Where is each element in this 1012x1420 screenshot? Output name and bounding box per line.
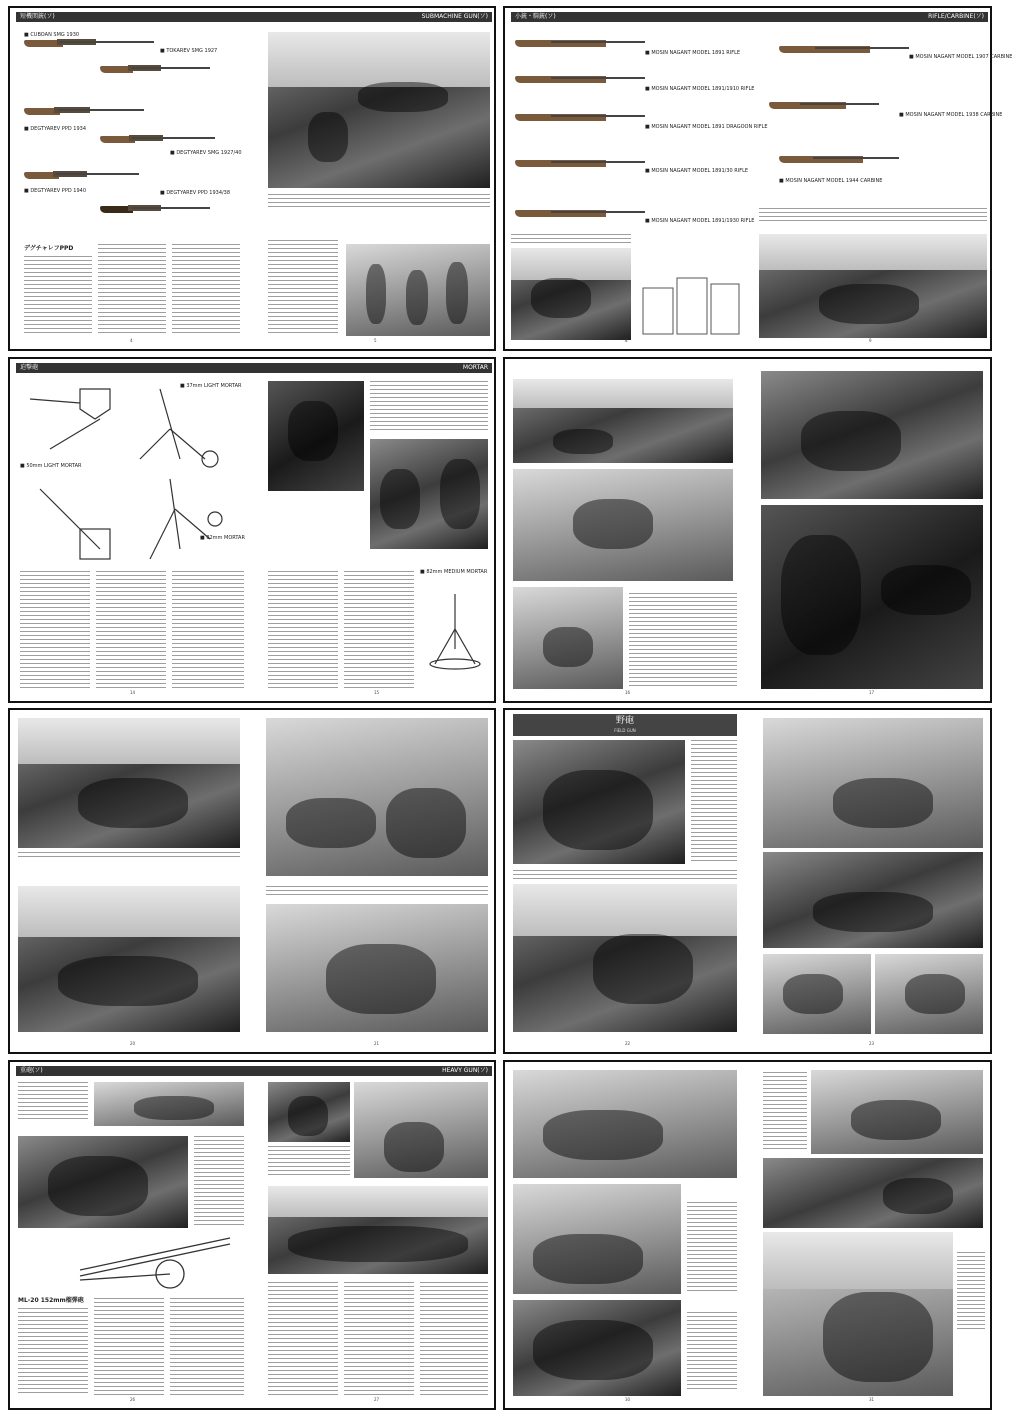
photo-gun-towing bbox=[513, 884, 737, 1032]
photo-explosion-field bbox=[513, 379, 733, 463]
page-header bbox=[16, 363, 254, 373]
page-right bbox=[254, 8, 498, 349]
body-text bbox=[98, 244, 166, 336]
gun-label: ■ DEGTYAREV PPD 1934 bbox=[24, 126, 86, 132]
gun-illustration bbox=[24, 106, 144, 116]
photo-caption bbox=[629, 593, 737, 689]
photo-antitank-rifle-crew bbox=[761, 371, 983, 499]
photo-caption bbox=[268, 194, 490, 208]
spread-rocket-launchers bbox=[503, 1060, 992, 1410]
mortar-tripod-drawing bbox=[420, 589, 490, 679]
page-number: 23 bbox=[869, 1041, 875, 1046]
page-right bbox=[749, 359, 994, 701]
photo-gun-detail-right bbox=[875, 954, 983, 1034]
body-text bbox=[20, 571, 90, 689]
page-right bbox=[749, 710, 994, 1052]
rifle-label: ■ MOSIN NAGANT MODEL 1907 CARBINE bbox=[909, 54, 1012, 60]
photo-caption bbox=[511, 234, 631, 246]
rifle-label: ■ MOSIN NAGANT MODEL 1891/30 RIFLE bbox=[645, 168, 749, 174]
photo-rocket-launch bbox=[811, 1070, 983, 1154]
page-number: 17 bbox=[869, 690, 875, 695]
banner-title: 野砲 bbox=[615, 716, 634, 726]
header-left-text: 迫撃砲 bbox=[20, 364, 39, 371]
header-left-text: 重砲(ソ) bbox=[20, 1067, 43, 1074]
page-right bbox=[254, 359, 498, 701]
page-header bbox=[511, 12, 749, 22]
page-number: 22 bbox=[625, 1041, 631, 1046]
mortar-drawings bbox=[10, 379, 254, 579]
photo-winter-gun bbox=[513, 587, 623, 689]
spread-mortars bbox=[8, 357, 496, 703]
body-text bbox=[24, 256, 92, 336]
body-text bbox=[96, 571, 166, 689]
rifle-label: ■ MOSIN NAGANT MODEL 1891/1930 RIFLE bbox=[645, 218, 755, 224]
bayonet-diagram bbox=[637, 258, 743, 340]
photo-rocket-truck-convoy bbox=[513, 1070, 737, 1178]
spread-field-guns bbox=[503, 708, 992, 1054]
photo-antitank-rifle-aiming bbox=[761, 505, 983, 689]
page-header bbox=[254, 363, 492, 373]
photo-caption bbox=[759, 208, 987, 222]
photo-katyusha-rails bbox=[513, 1184, 681, 1294]
page-number: 27 bbox=[374, 1397, 380, 1402]
page-header bbox=[749, 12, 988, 22]
page-right bbox=[749, 1062, 994, 1408]
photo-soldier-aiming bbox=[511, 248, 631, 340]
section-banner bbox=[513, 714, 737, 736]
mortar-label: ■ 37mm LIGHT MORTAR bbox=[180, 383, 242, 389]
body-text bbox=[420, 1282, 488, 1396]
gun-illustration bbox=[24, 170, 139, 180]
gun-label: ■ DEGTYAREV PPD 1940 bbox=[24, 188, 86, 194]
photo-aa-gun-crew bbox=[266, 904, 488, 1032]
rifle-illustration bbox=[515, 38, 645, 48]
spread-heavy-guns bbox=[8, 1060, 496, 1410]
body-text bbox=[344, 1282, 414, 1396]
banner-subtitle: FIELD GUN bbox=[614, 728, 636, 733]
photo-heavy-gun-column bbox=[268, 1186, 488, 1274]
photo-field-gun-crew bbox=[513, 740, 685, 864]
photo-caption bbox=[687, 1312, 737, 1392]
spread-antitank-photos bbox=[503, 357, 992, 703]
body-text bbox=[268, 571, 338, 689]
page-header bbox=[16, 1066, 254, 1076]
page-left bbox=[10, 359, 254, 701]
photo-aa-truck bbox=[18, 718, 240, 848]
page-number: 5 bbox=[374, 338, 377, 343]
header-right-text: MORTAR bbox=[462, 364, 488, 371]
photo-caption bbox=[18, 1082, 88, 1122]
rifle-illustration bbox=[515, 158, 645, 168]
page-number: 31 bbox=[869, 1397, 875, 1402]
gun-illustration bbox=[100, 134, 215, 144]
gun-label: ■ DEGTYAREV PPD 1934/38 bbox=[160, 190, 231, 196]
body-text bbox=[268, 240, 338, 336]
page-number: 4 bbox=[130, 338, 133, 343]
page-number: 14 bbox=[130, 690, 136, 695]
page-left bbox=[505, 1062, 749, 1408]
photo-caption bbox=[370, 381, 488, 431]
page-left bbox=[505, 710, 749, 1052]
page-right bbox=[749, 8, 1012, 349]
photo-aa-gun-field bbox=[18, 886, 240, 1032]
gun-illustration bbox=[100, 64, 210, 74]
page-number: 16 bbox=[625, 690, 631, 695]
rifle-illustration bbox=[515, 74, 645, 84]
header-left-text: 短機関銃(ソ) bbox=[20, 13, 55, 20]
rifle-illustration bbox=[515, 112, 645, 122]
body-text bbox=[268, 1282, 338, 1396]
header-right-text: SUBMACHINE GUN(ソ) bbox=[421, 13, 488, 20]
mortar-label: ■ 82mm MORTAR bbox=[200, 535, 245, 541]
photo-heavy-gun-wheel bbox=[354, 1082, 488, 1178]
photo-soldiers-snow bbox=[346, 244, 490, 336]
rifle-illustration bbox=[779, 44, 909, 54]
mortar-label: ■ 50mm LIGHT MORTAR bbox=[20, 463, 82, 469]
photo-river-crossing bbox=[759, 234, 987, 338]
body-text bbox=[18, 1308, 88, 1396]
photo-caption bbox=[687, 1202, 737, 1292]
rifle-label: ■ MOSIN NAGANT MODEL 1891 DRAGOON RIFLE bbox=[645, 124, 768, 130]
rifle-label: ■ MOSIN NAGANT MODEL 1891 RIFLE bbox=[645, 50, 741, 56]
photo-rocket-loading bbox=[513, 1300, 681, 1396]
gun-label: ■ TOKAREV SMG 1927 bbox=[160, 48, 218, 54]
gun-label: ■ DEGTYAREV SMG 1927/40 bbox=[170, 150, 242, 156]
page-number: 15 bbox=[374, 690, 380, 695]
page-left bbox=[505, 359, 749, 701]
page-right bbox=[254, 710, 498, 1052]
photo-tank-infantry bbox=[268, 32, 490, 188]
photo-caption bbox=[266, 886, 488, 898]
photo-caption bbox=[691, 740, 737, 864]
rifle-illustration bbox=[779, 154, 899, 164]
page-header bbox=[16, 12, 254, 22]
body-text bbox=[172, 571, 244, 689]
page-number: 20 bbox=[130, 1041, 136, 1046]
body-text bbox=[94, 1298, 164, 1396]
page-right bbox=[254, 1062, 498, 1408]
photo-gun-crew-camouflage bbox=[18, 1136, 188, 1228]
photo-aa-convoy-street bbox=[266, 718, 488, 876]
page-number: 26 bbox=[130, 1397, 136, 1402]
page-number: 9 bbox=[869, 338, 872, 343]
photo-caption bbox=[268, 1146, 350, 1178]
photo-infantry-tanks bbox=[513, 469, 733, 581]
rifle-illustration bbox=[515, 208, 645, 218]
gun-illustration bbox=[100, 204, 210, 214]
gun-illustration bbox=[24, 38, 154, 48]
photo-caption bbox=[194, 1136, 244, 1228]
gun-label: ■ CUBOAN SMG 1930 bbox=[24, 32, 80, 38]
photo-caption bbox=[513, 870, 737, 880]
rifle-label: ■ MOSIN NAGANT MODEL 1938 CARBINE bbox=[899, 112, 1003, 118]
photo-heavy-gun-side bbox=[94, 1082, 244, 1126]
page-left bbox=[10, 1062, 254, 1408]
spread-submachine-guns bbox=[8, 6, 496, 351]
rifle-label: ■ MOSIN NAGANT MODEL 1891/1910 RIFLE bbox=[645, 86, 755, 92]
body-text bbox=[344, 571, 414, 689]
section-title: ML-20 152mm榴弾砲 bbox=[18, 1297, 84, 1304]
bayonet-drawing bbox=[637, 258, 743, 340]
photo-katyusha-zis bbox=[763, 1232, 953, 1396]
photo-caption bbox=[957, 1252, 985, 1332]
page-number: 21 bbox=[374, 1041, 380, 1046]
rifle-illustration bbox=[769, 100, 879, 110]
photo-caption bbox=[763, 1072, 807, 1152]
photo-mortar-firing bbox=[370, 439, 488, 549]
spread-rifles bbox=[503, 6, 1012, 351]
header-right-text: HEAVY GUN(ソ) bbox=[442, 1067, 488, 1074]
page-number: 8 bbox=[625, 338, 628, 343]
photo-zis3-gun bbox=[763, 718, 983, 848]
header-left-text: 小銃・騎銃(ソ) bbox=[515, 13, 556, 20]
body-text bbox=[170, 1298, 244, 1396]
photo-zis3-deployed bbox=[763, 852, 983, 948]
howitzer-drawing bbox=[60, 1228, 240, 1298]
photo-rocket-battery bbox=[763, 1158, 983, 1228]
page-left bbox=[10, 8, 254, 349]
rifle-label: ■ MOSIN NAGANT MODEL 1944 CARBINE bbox=[779, 178, 883, 184]
photo-caption bbox=[18, 852, 240, 860]
spread-aa-guns bbox=[8, 708, 496, 1054]
photo-heavy-gun-crew bbox=[268, 1082, 350, 1142]
page-header bbox=[254, 12, 492, 22]
mortar-label: ■ 82mm MEDIUM MORTAR bbox=[420, 569, 488, 575]
section-title: デグチャレフPPD bbox=[24, 245, 74, 252]
photo-mortar-crew bbox=[268, 381, 364, 491]
body-text bbox=[172, 244, 240, 336]
page-number: 30 bbox=[625, 1397, 631, 1402]
page-header bbox=[254, 1066, 492, 1076]
photo-gun-detail-left bbox=[763, 954, 871, 1034]
header-right-text: RIFLE/CARBINE(ソ) bbox=[928, 13, 984, 20]
page-left bbox=[10, 710, 254, 1052]
page-left bbox=[505, 8, 768, 349]
